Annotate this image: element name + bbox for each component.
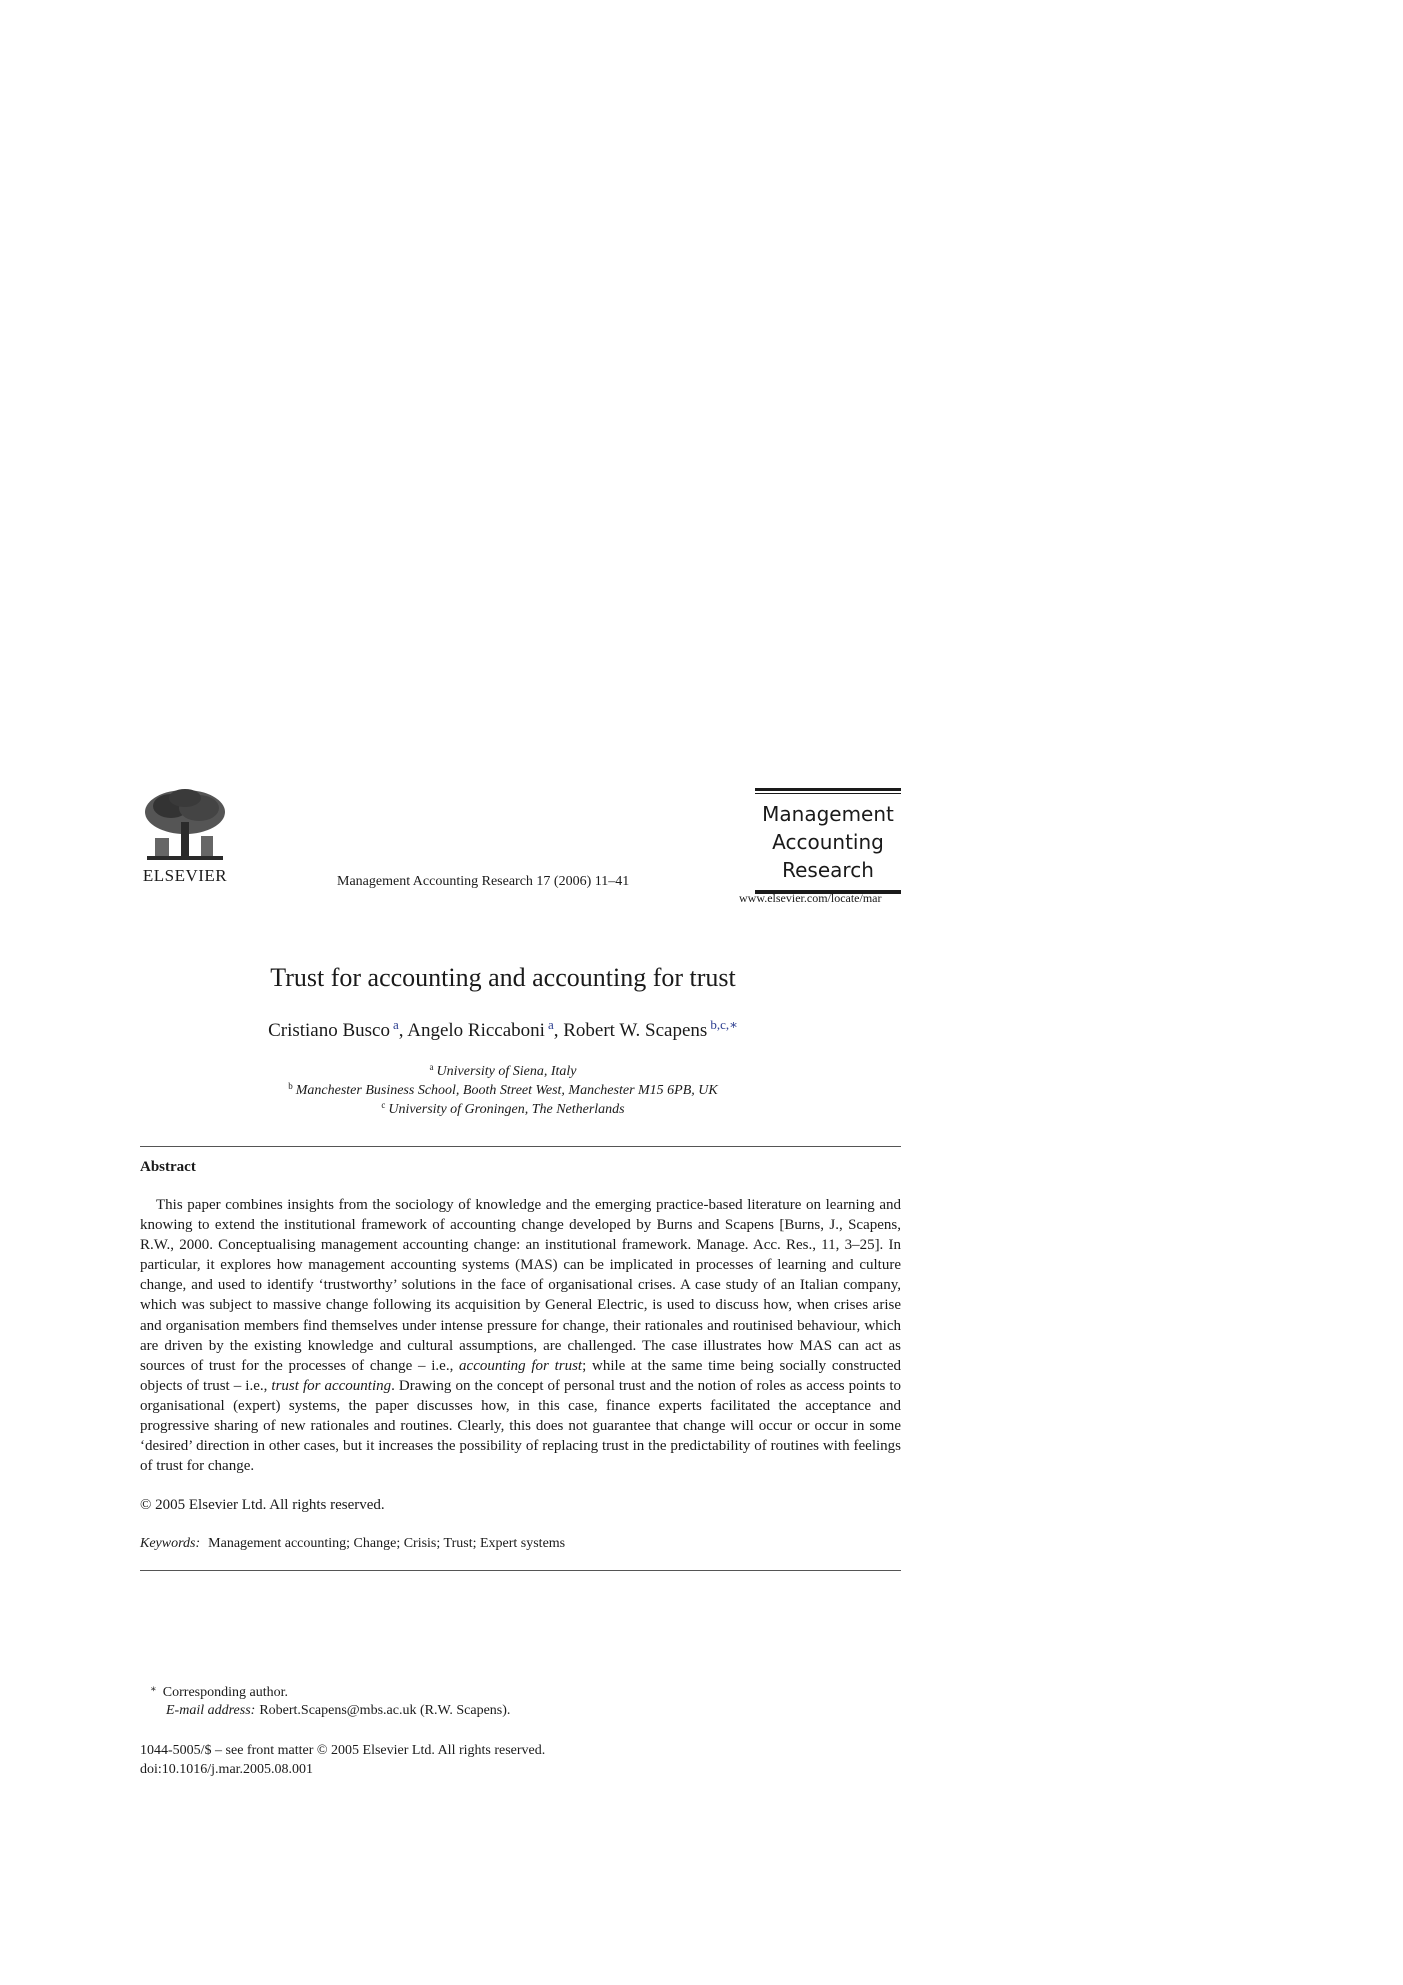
email-link[interactable]: Robert.Scapens@mbs.ac.uk (R.W. Scapens). [259, 1703, 511, 1718]
affiliation [0, 1062, 1006, 1080]
journal-citation: Management Accounting Research 17 (2006) 11–41 [337, 874, 630, 889]
paper-title: Trust for accounting and accounting for trust [270, 963, 736, 992]
brand-top-rule [755, 788, 901, 791]
affiliation-text: Manchester Business School, Booth Street West, Manchester M15 6PB, UK [295, 1083, 718, 1098]
abstract-emphasis: trust for accounting [271, 1377, 392, 1394]
author-name: Robert W. Scapens [563, 1020, 708, 1041]
affiliation-mark: c [381, 1100, 386, 1110]
abstract-text-part: . Drawing on the concept of personal trust and the notion of roles as access points to organisational (expert) systems, the paper discusses how, in this case, finance experts facilitated the acceptance and progressive sharing of new rationales and routines. Clearly, this does not guarantee that change will occur or occur in some ‘desired’ direction in other cases, but it increases the possibility of replacing trust in the predictability of routines with feelings of trust for change. [140, 1377, 901, 1475]
publisher-name: ELSEVIER [142, 866, 228, 885]
email-label: E-mail address: [166, 1703, 256, 1718]
journal-brand [755, 788, 901, 894]
keywords-text: Management accounting; Change; Crisis; Trust; Expert systems [208, 1536, 566, 1551]
footnote-mark: ∗ [150, 1684, 157, 1695]
affiliation [0, 1081, 1006, 1099]
author-name: Cristiano Busco [268, 1020, 390, 1041]
issn-line: 1044-5005/$ – see front matter © 2005 Elsevier Ltd. All rights reserved. [140, 1743, 546, 1758]
abstract-heading: Abstract [140, 1159, 196, 1175]
divider [140, 1570, 901, 1571]
author-list [0, 1017, 1006, 1042]
abstract-text-part: ; while at the same time being socially constructed objects of trust – i.e., [140, 1357, 901, 1394]
affiliation [0, 1100, 1006, 1118]
doi-link[interactable]: doi:10.1016/j.mar.2005.08.001 [140, 1762, 314, 1777]
email-address [166, 1703, 510, 1719]
journal-brand-line: Accounting [772, 830, 884, 854]
affiliation-link[interactable]: a [393, 1017, 399, 1032]
journal-brand-line: Management [762, 802, 894, 826]
corresponding-author-text: Corresponding author. [162, 1685, 289, 1700]
author-separator: , [553, 1020, 564, 1041]
abstract-copyright: © 2005 Elsevier Ltd. All rights reserved. [140, 1497, 385, 1513]
abstract-text [140, 1195, 901, 1476]
divider [140, 1146, 901, 1147]
corresponding-author-note [150, 1684, 288, 1701]
affiliation-mark: a [429, 1062, 434, 1072]
affiliation-text: University of Groningen, The Netherlands [388, 1102, 625, 1117]
journal-brand-title [755, 794, 901, 888]
journal-brand-line: Research [782, 858, 874, 882]
abstract-emphasis: accounting for trust [459, 1357, 583, 1374]
affiliation-mark: b [288, 1081, 293, 1091]
affiliation-text: University of Siena, Italy [436, 1064, 577, 1079]
author-separator: , [398, 1020, 408, 1041]
keywords-label: Keywords: [140, 1536, 201, 1551]
abstract-text-part: This paper combines insights from the sociology of knowledge and the emerging practice-based literature on learning and knowing to extend the institutional framework of accounting change developed by Burns and Scapens [Burns, J., Scapens, R.W., 2000. Conceptualising management accounting change: an institutional framework. Manage. Acc. Res., 11, 3–25]. In particular, it explores how management accounting systems (MAS) can be implicated in processes of learning and culture change, and used to identify ‘trustworthy’ solutions in the face of organisational crises. A case study of an Italian company, which was subject to massive change following its acquisition by General Electric, is used to discuss how, when crises arise and organisation members find themselves under intense pressure for change, their rationales and routinised behaviour, which are driven by the existing knowledge and cultural assumptions, are challenged. The case illustrates how MAS can act as sources of trust for the processes of change – i.e., [140, 1197, 901, 1374]
elsevier-tree-logo-icon [141, 786, 229, 864]
journal-url-link[interactable]: www.elsevier.com/locate/mar [739, 891, 882, 905]
affiliation-link[interactable]: b,c,∗ [710, 1017, 738, 1032]
author-name: Angelo Riccaboni [407, 1020, 545, 1041]
publisher-logo [138, 786, 232, 886]
keywords [140, 1536, 565, 1552]
affiliation-link[interactable]: a [547, 1017, 554, 1032]
